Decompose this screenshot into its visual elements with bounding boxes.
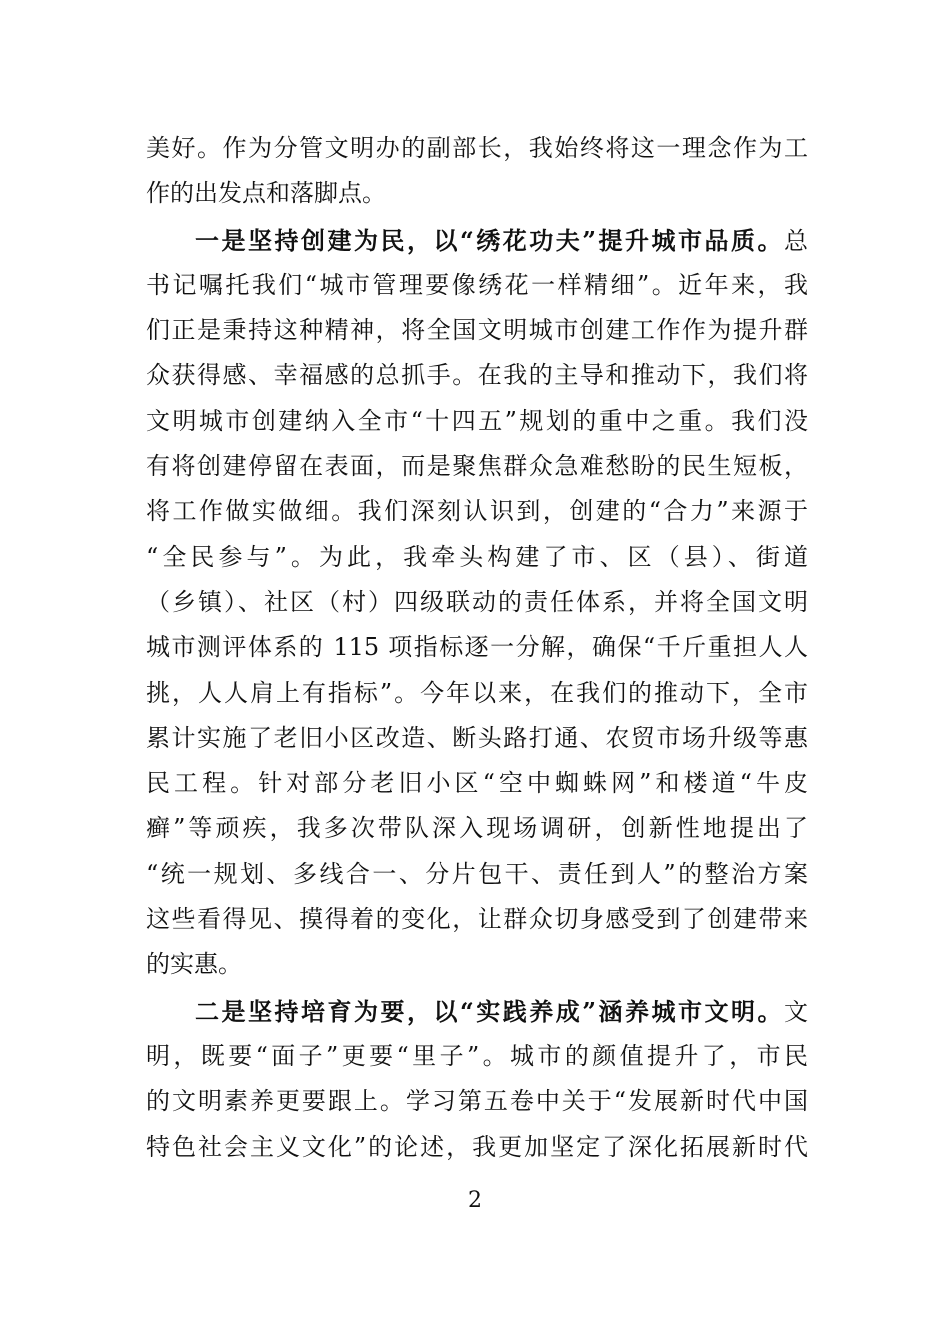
text-line: 众获得感、幸福感的总抓手。在我的主导和推动下，我们将 bbox=[146, 361, 808, 390]
paragraph-text: 总 bbox=[784, 226, 808, 255]
text-line: 的实惠。 bbox=[146, 950, 242, 979]
page-number: 2 bbox=[468, 1188, 482, 1213]
text-line: 城市测评体系的 115 项指标逐一分解，确保“千斤重担人人 bbox=[146, 633, 808, 662]
text-line: 挑，人人肩上有指标”。今年以来，在我们的推动下，全市 bbox=[146, 678, 808, 707]
text-line: 的文明素养更要跟上。学习第五卷中关于“发展新时代中国 bbox=[146, 1087, 808, 1116]
paragraph-heading: 一是坚持创建为民，以“绣花功夫”提升城市品质。 bbox=[195, 225, 784, 255]
paragraph-text: 文 bbox=[784, 997, 808, 1026]
text-line: 美好。作为分管文明办的副部长，我始终将这一理念作为工 bbox=[146, 134, 808, 162]
text-line: 特色社会主义文化”的论述，我更加坚定了深化拓展新时代 bbox=[146, 1132, 808, 1161]
text-line: “全民参与”。为此，我牵头构建了市、区（县）、街道 bbox=[146, 542, 808, 571]
text-line: （乡镇）、社区（村）四级联动的责任体系，并将全国文明 bbox=[146, 587, 808, 616]
paragraph-heading: 二是坚持培育为要，以“实践养成”涵养城市文明。 bbox=[195, 996, 784, 1026]
text-line: 民工程。针对部分老旧小区“空中蜘蛛网”和楼道“牛皮 bbox=[146, 769, 808, 798]
text-line: 这些看得见、摸得着的变化，让群众切身感受到了创建带来 bbox=[146, 905, 808, 934]
paragraph-cultivation bbox=[146, 989, 808, 1170]
text-line: 明，既要“面子”更要“里子”。城市的颜值提升了，市民 bbox=[146, 1041, 808, 1070]
paragraph-first-line bbox=[146, 218, 808, 263]
paragraph-creation-for-people bbox=[146, 218, 808, 988]
document-body bbox=[146, 126, 808, 1170]
text-line: 文明城市创建纳入全市“十四五”规划的重中之重。我们没 bbox=[146, 406, 808, 435]
paragraph-continuation bbox=[146, 126, 808, 217]
text-line: 癣”等顽疾，我多次带队深入现场调研，创新性地提出了 bbox=[146, 814, 808, 843]
text-line: 有将创建停留在表面，而是聚焦群众急难愁盼的民生短板， bbox=[146, 452, 808, 481]
text-line: 书记嘱托我们“城市管理要像绣花一样精细”。近年来，我 bbox=[146, 270, 808, 299]
text-line: 将工作做实做细。我们深刻认识到，创建的“合力”来源于 bbox=[146, 497, 808, 526]
text-line: 们正是秉持这种精神，将全国文明城市创建工作作为提升群 bbox=[146, 316, 808, 345]
text-line: 累计实施了老旧小区改造、断头路打通、农贸市场升级等惠 bbox=[146, 723, 808, 752]
text-line: 作的出发点和落脚点。 bbox=[146, 179, 386, 208]
text-line: “统一规划、多线合一、分片包干、责任到人”的整治方案 bbox=[146, 859, 808, 888]
paragraph-first-line bbox=[146, 989, 808, 1034]
